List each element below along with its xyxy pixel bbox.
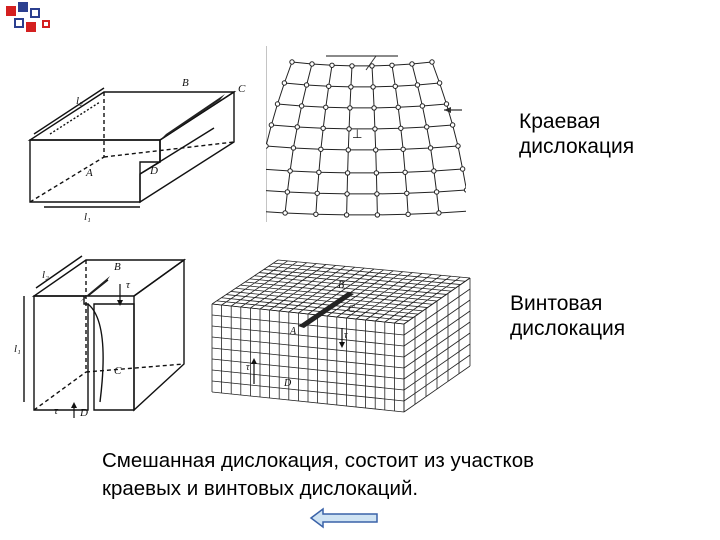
fig4-letter: D bbox=[284, 378, 292, 389]
caption-line: дислокация bbox=[510, 317, 626, 340]
fig4-letter: A bbox=[290, 326, 297, 337]
back-button[interactable] bbox=[309, 507, 379, 529]
screw-dislocation-block-figure bbox=[14, 252, 200, 422]
fig1-letter: D bbox=[150, 165, 158, 177]
fig1-letter: A bbox=[86, 167, 93, 179]
edge-dislocation-block-figure bbox=[20, 62, 258, 227]
screw-dislocation-caption bbox=[510, 291, 625, 341]
left-arrow-icon bbox=[309, 507, 379, 529]
caption-line: Смешанная дислокация, состоит из участков bbox=[102, 449, 534, 472]
caption-line: Краевая bbox=[519, 110, 601, 133]
fig4-letter: τ bbox=[344, 330, 348, 341]
fig3-letter: D bbox=[80, 407, 88, 419]
fig1-letter: l₂ bbox=[76, 95, 83, 107]
fig1-letter: C bbox=[238, 83, 246, 95]
fig4-letter: τ bbox=[246, 362, 250, 373]
caption-line: Винтовая bbox=[510, 292, 603, 315]
fig3-letter: τ bbox=[126, 279, 130, 291]
fig3-letter: l₂ bbox=[42, 269, 49, 281]
edge-dislocation-caption bbox=[519, 109, 634, 159]
cubic-lattice-block-figure bbox=[208, 258, 472, 418]
fig3-letter: C bbox=[114, 365, 122, 377]
fig1-letter: B bbox=[182, 77, 189, 89]
fig3-letter: τ bbox=[54, 405, 58, 417]
svg-text:⊥: ⊥ bbox=[352, 127, 363, 141]
caption-line: дислокация bbox=[519, 135, 635, 158]
caption-line: краевых и винтовых дислокаций. bbox=[102, 477, 419, 500]
fig3-letter: B bbox=[114, 261, 121, 273]
mixed-dislocation-caption bbox=[102, 447, 534, 503]
fig4-letter: C bbox=[348, 304, 355, 315]
corner-decoration bbox=[0, 0, 60, 40]
fig3-letter: l₁ bbox=[14, 343, 21, 355]
fig1-letter: l₁ bbox=[84, 211, 91, 223]
distorted-lattice-figure bbox=[266, 46, 466, 222]
fig4-letter: B bbox=[338, 280, 345, 291]
